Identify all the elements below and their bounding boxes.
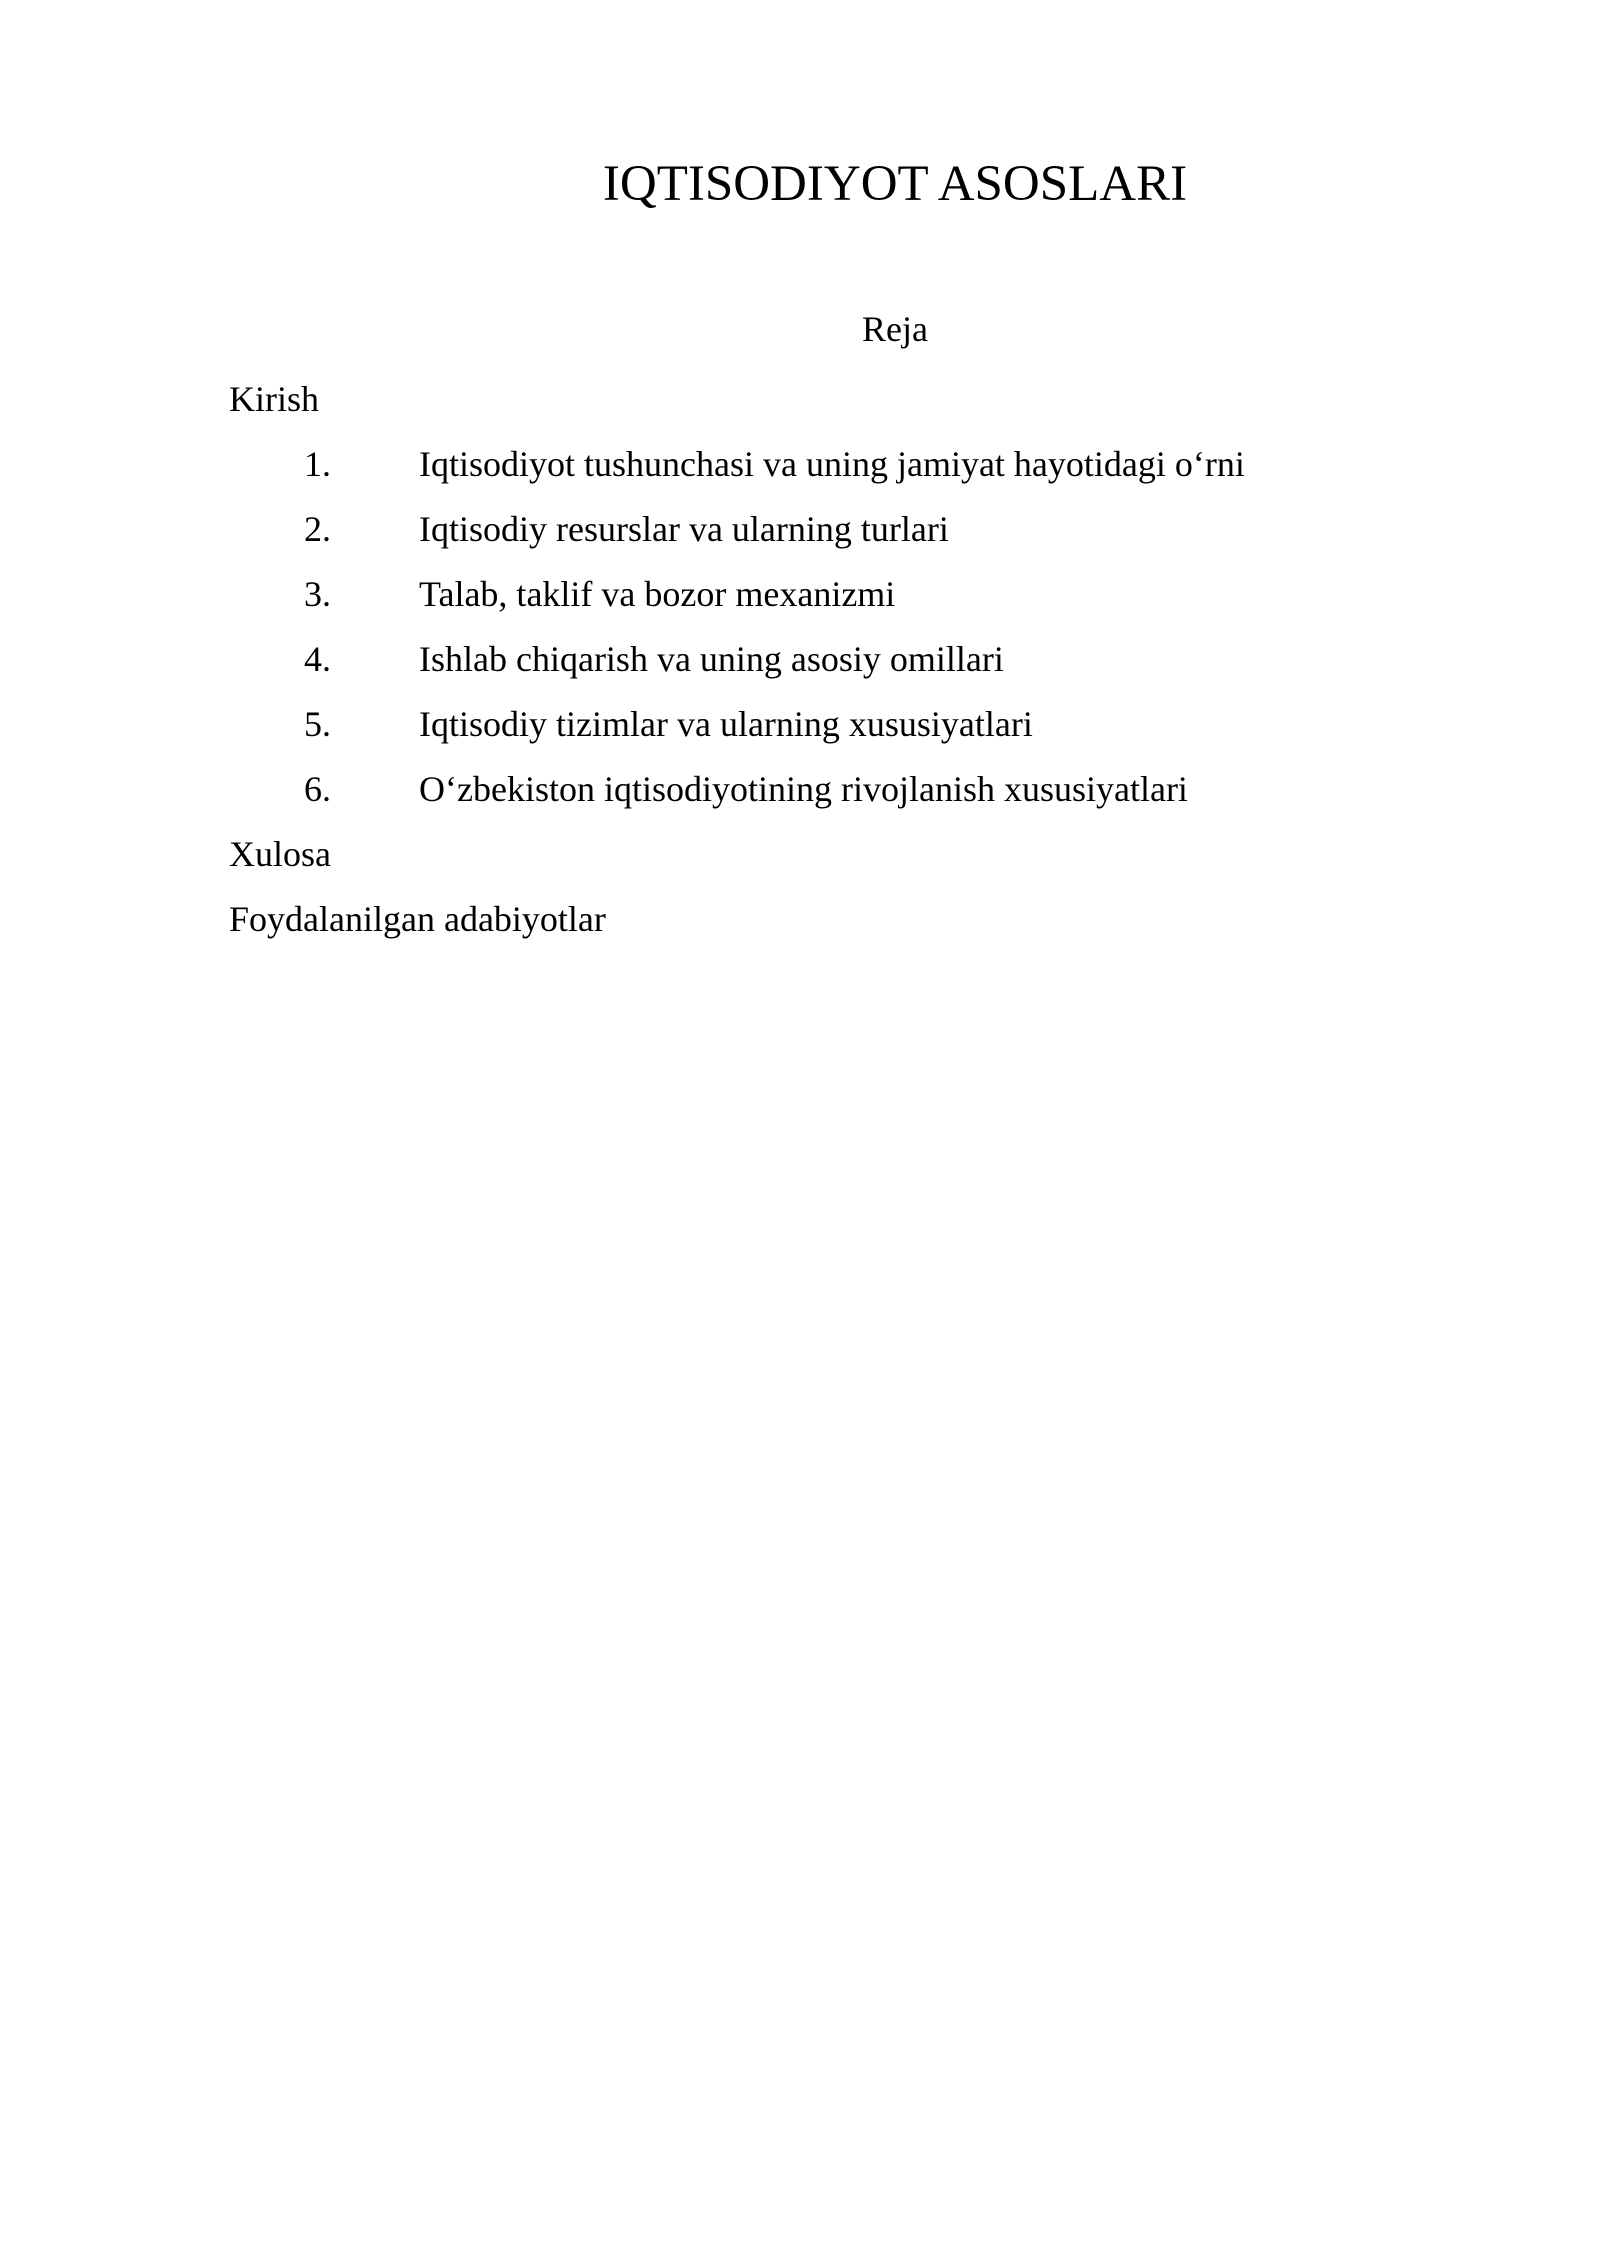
plan-item-text: Iqtisodiy resurslar va ularning turlari <box>419 509 949 549</box>
plan-item <box>0 766 1600 812</box>
plan-item-text: Iqtisodiyot tushunchasi va uning jamiyat hayotidagi o‘rni <box>419 444 1245 484</box>
plan-item <box>0 571 1600 617</box>
intro-line: Kirish <box>229 379 319 419</box>
plan-item-number: 3. <box>304 574 331 614</box>
plan-heading: Reja <box>862 309 928 349</box>
plan-item-number: 1. <box>304 444 331 484</box>
plan-item-text: Iqtisodiy tizimlar va ularning xususiyatlari <box>419 704 1033 744</box>
plan-item-text: Ishlab chiqarish va uning asosiy omillari <box>419 639 1004 679</box>
references-line: Foydalanilgan adabiyotlar <box>229 899 606 939</box>
plan-item-text: O‘zbekiston iqtisodiyotining rivojlanish xususiyatlari <box>419 769 1188 809</box>
plan-item-number: 6. <box>304 769 331 809</box>
plan-item <box>0 701 1600 747</box>
plan-item <box>0 441 1600 487</box>
document-title: IQTISODIYOT ASOSLARI <box>602 156 1188 212</box>
plan-item <box>0 506 1600 552</box>
plan-item-number: 5. <box>304 704 331 744</box>
plan-item <box>0 636 1600 682</box>
plan-item-text: Talab, taklif va bozor mexanizmi <box>419 574 896 614</box>
plan-item-number: 4. <box>304 639 331 679</box>
plan-item-number: 2. <box>304 509 331 549</box>
conclusion-line: Xulosa <box>229 834 331 874</box>
